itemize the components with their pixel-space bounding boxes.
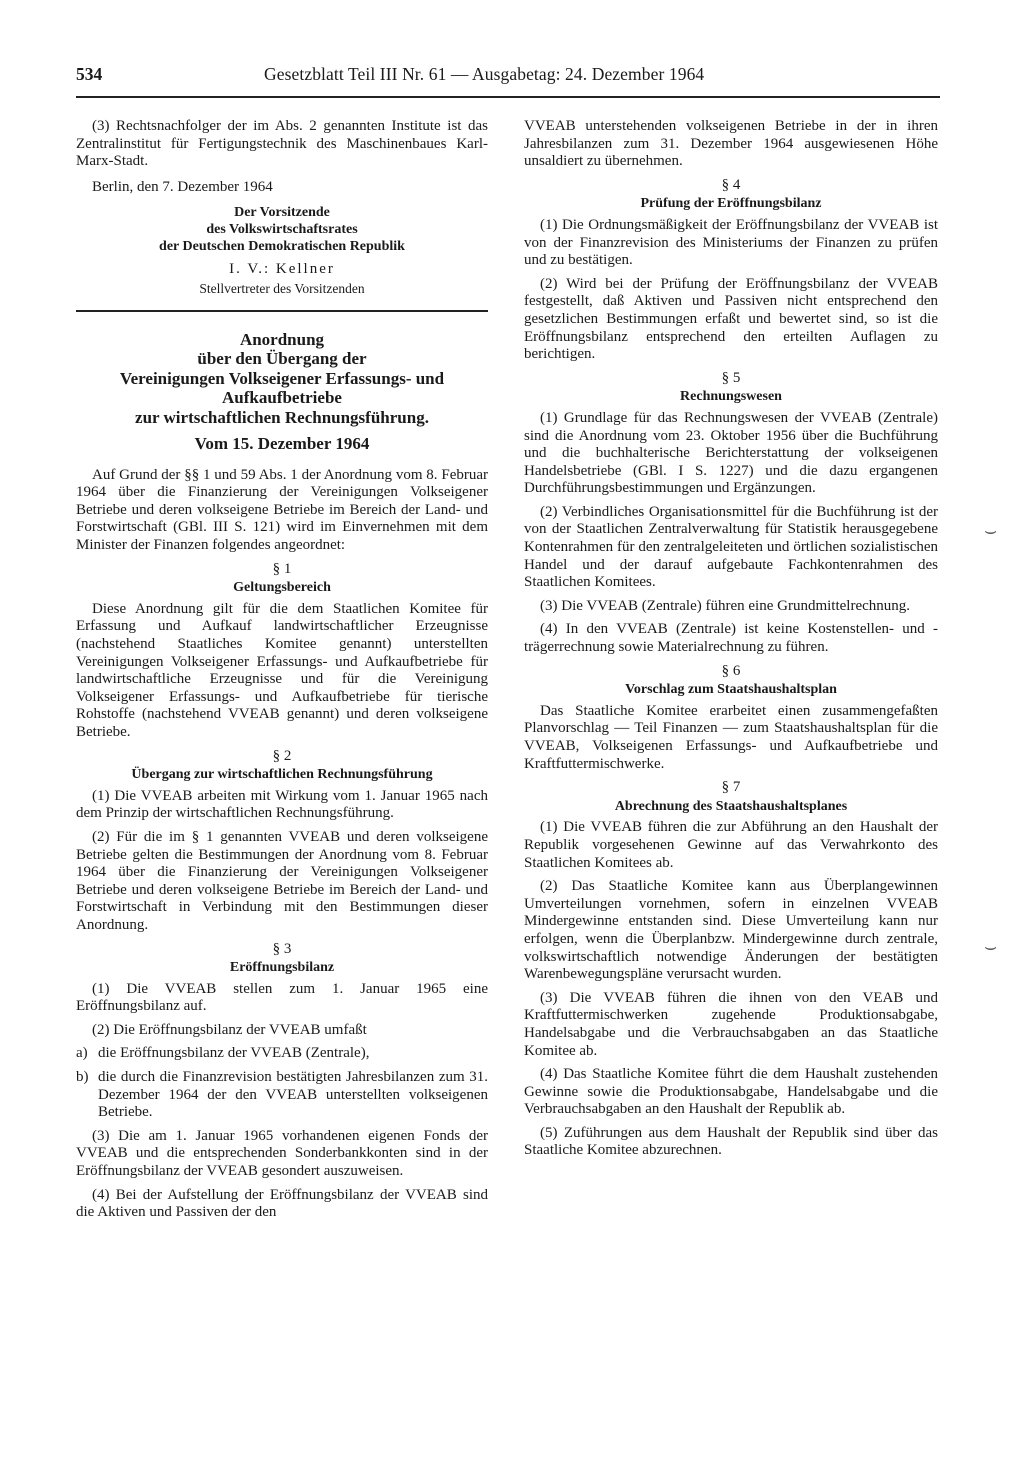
margin-mark-icon: ⌣ (984, 936, 998, 958)
section-number: § 3 (272, 940, 292, 957)
paragraph: (3) Rechtsnachfolger der im Abs. 2 genannten Institute ist das Zentralinstitut für Fertigungstechnik des Maschinenbaues Karl-Marx-Stadt. (76, 118, 488, 170)
left-column (76, 118, 488, 1228)
section-title: Eröffnungsbilanz (229, 960, 335, 976)
list-text: die durch die Finanzrevision bestätigten Jahresbilanzen zum 31. Dezember 1964 der den VVEAB unterstellten volkseigenen Betriebe. (98, 1069, 488, 1121)
title-line: Vereinigungen Volkseigener Erfassungs- und (119, 368, 445, 388)
right-column (524, 118, 938, 1166)
signature-line: der Deutschen Demokratischen Republik (159, 239, 405, 255)
section-title: Vorschlag zum Staatshaushaltsplan (625, 682, 837, 698)
paragraph: Diese Anordnung gilt für die dem Staatlichen Komitee für Erfassung und Aufkauf landwirtschaftlicher Erzeugnisse (nachstehend Staatliches Komitee genannt) unterstellten Vereinigungen Volkseigener Erfassungs- und Aufkaufbetriebe für landwirtschaftliche Erzeugnisse und für die Vereinigung Volkseigener Erfassungs- und Aufkaufbetriebe für tierische Rohstoffe (nachstehend VVEAB genannt) und deren volkseigene Betriebe. (76, 600, 488, 740)
signature-line: Der Vorsitzende (234, 205, 330, 221)
section-number: § 7 (721, 779, 741, 796)
separator-rule (76, 310, 488, 312)
signature-block (76, 204, 488, 255)
paragraph: (2) Für die im § 1 genannten VVEAB und deren volkseigene Betriebe gelten die Bestimmungen der Anordnung vom 8. Februar 1964 über die Finanzierung der Vereinigungen Volkseigener Betriebe und deren volkseigene Betriebe im Bereich der Land- und Forstwirtschaft in Verbindung mit den Bestimmungen dieser Anordnung. (76, 828, 488, 933)
paragraph: (3) Die am 1. Januar 1965 vorhandenen eigenen Fonds der VVEAB und die entsprechenden Sonderbankkonten sind in der Eröffnungsbilanz der VVEAB gesondert auszuweisen. (76, 1127, 488, 1180)
list-item (76, 1069, 488, 1122)
title-line: Anordnung (239, 329, 325, 349)
paragraph: (1) Grundlage für das Rechnungswesen der VVEAB (Zentrale) sind die Anordnung vom 23. Oktober 1956 über die Buchführung und die buchhalterische Berichterstattung der volkseigenen Handelsbetriebe (GBl. I S. 1227) und die dazu ergangenen Durchführungsbestimmungen und Ergänzungen. (524, 409, 938, 497)
paragraph: (2) Wird bei der Prüfung der Eröffnungsbilanz der VVEAB festgestellt, daß Aktiven und Passiven nicht entsprechend den gesetzlichen Bestimmungen erfaßt und bewertet sind, so ist die Eröffnungsbilanz entsprechend den erteilten Auflagen zu berichtigen. (524, 275, 938, 363)
paragraph: Das Staatliche Komitee erarbeitet einen zusammengefaßten Planvorschlag — Teil Finanzen — zum Staatshaushaltsplan für die VVEAB, Volkseigenen Erfassungs- und Aufkaufbetriebe und Kraftfuttermischwerke. (524, 702, 938, 772)
section-title: Prüfung der Eröffnungsbilanz (640, 196, 822, 212)
paragraph: (4) Bei der Aufstellung der Eröffnungsbilanz der VVEAB sind die Aktiven und Passiven der den (76, 1186, 488, 1221)
section-title: Rechnungswesen (680, 389, 782, 405)
header-title: Gesetzblatt Teil III Nr. 61 — Ausgabetag: 24. Dezember 1964 (264, 64, 705, 84)
document-title (76, 330, 488, 428)
paragraph: (4) Das Staatliche Komitee führt die dem Haushalt zustehenden Gewinne sowie die Produktionsabgabe, Handelsabgabe und die Verbrauchsabgaben an den Haushalt der Republik ab. (524, 1066, 938, 1118)
paragraph: (1) Die VVEAB arbeiten mit Wirkung vom 1. Januar 1965 nach dem Prinzip der wirtschaftlichen Rechnungsführung. (76, 787, 488, 822)
page-header (76, 58, 940, 98)
paragraph: (2) Verbindliches Organisationsmittel für die Buchführung ist der von der Staatlichen Zentralverwaltung für Statistik herausgegebene Kontenrahmen für den zentralgeleiteten und örtlichen sozialistischen Handel und der darauf aufgebaute Fachkontenrahmen des Staatlichen Komitees. (524, 503, 938, 591)
paragraph: (2) Die Eröffnungsbilanz der VVEAB umfaßt (92, 1021, 367, 1038)
list-letter: a) (76, 1045, 88, 1062)
paragraph-continued: VVEAB unterstehenden volkseigenen Betriebe in der in ihren Jahresbilanzen zum 31. Dezember 1964 ausgewiesenen Höhe unsaldiert zu übernehmen. (524, 118, 938, 170)
place-date: Berlin, den 7. Dezember 1964 (92, 178, 273, 195)
paragraph: (2) Das Staatliche Komitee kann aus Überplangewinnen Umverteilungen vornehmen, sofern in einzelnen VVEAB Mindergewinne entstanden sind. Diese Umverteilung kann nur erfolgen, wenn die Überplanbzw. Mindergewinne durch zentrale, volkswirtschaftlich notwendige Änderungen der bestätigten Warenbewegungspläne verursacht wurden. (524, 878, 938, 983)
paragraph: (4) In den VVEAB (Zentrale) ist keine Kostenstellen- und -trägerrechnung sowie Materialrechnung zu führen. (524, 621, 938, 656)
page-number: 534 (76, 64, 103, 84)
section-number: § 5 (721, 369, 741, 386)
signature-line: des Volkswirtschaftsrates (206, 222, 358, 238)
list-item (76, 1045, 488, 1063)
paragraph: (1) Die VVEAB führen die zur Abführung an den Haushalt der Republik vorgesehenen Gewinne auf das Verwahrkonto des Staatlichen Komitees ab. (524, 819, 938, 871)
paragraph: (1) Die VVEAB stellen zum 1. Januar 1965 eine Eröffnungsbilanz auf. (76, 980, 488, 1015)
list-text: die Eröffnungsbilanz der VVEAB (Zentrale), (98, 1045, 370, 1062)
title-line: über den Übergang der (197, 349, 367, 369)
section-title: Geltungsbereich (233, 580, 331, 596)
paragraph: (3) Die VVEAB (Zentrale) führen eine Grundmittelrechnung. (540, 597, 911, 614)
section-number: § 6 (721, 662, 741, 679)
margin-mark-icon: ⌣ (984, 520, 998, 542)
section-number: § 4 (721, 176, 741, 193)
paragraph: (3) Die VVEAB führen die ihnen von den VEAB und Kraftfuttermischwerken zugehende Produktionsabgabe, Handelsabgabe und die Verbrauchsabgaben an das Staatliche Komitee ab. (524, 989, 938, 1059)
preamble: Auf Grund der §§ 1 und 59 Abs. 1 der Anordnung vom 8. Februar 1964 über die Finanzierung der Vereinigungen Volkseigener Betriebe und deren volkseigene Betriebe im Bereich der Land- und Forstwirtschaft (GBl. III S. 121) wird im Einvernehmen mit dem Minister der Finanzen folgendes angeordnet: (76, 466, 488, 554)
signatory-role: Stellvertreter des Vorsitzenden (199, 280, 365, 296)
section-number: § 2 (272, 747, 292, 764)
paragraph: (5) Zuführungen aus dem Haushalt der Republik sind über das Staatliche Komitee abzurechnen. (524, 1124, 938, 1159)
section-title: Übergang zur wirtschaftlichen Rechnungsführung (131, 767, 433, 783)
section-title: Abrechnung des Staatshaushaltsplanes (614, 798, 848, 814)
title-line: zur wirtschaftlichen Rechnungsführung. (135, 407, 429, 427)
document-date: Vom 15. Dezember 1964 (194, 434, 370, 454)
signatory-name: I. V.: Kellner (229, 261, 335, 278)
list-letter: b) (76, 1069, 89, 1086)
paragraph: (1) Die Ordnungsmäßigkeit der Eröffnungsbilanz der VVEAB ist von der Finanzrevision des Ministeriums der Finanzen zu prüfen und zu bestätigen. (524, 216, 938, 269)
title-line: Aufkaufbetriebe (222, 388, 342, 408)
section-number: § 1 (272, 560, 292, 577)
